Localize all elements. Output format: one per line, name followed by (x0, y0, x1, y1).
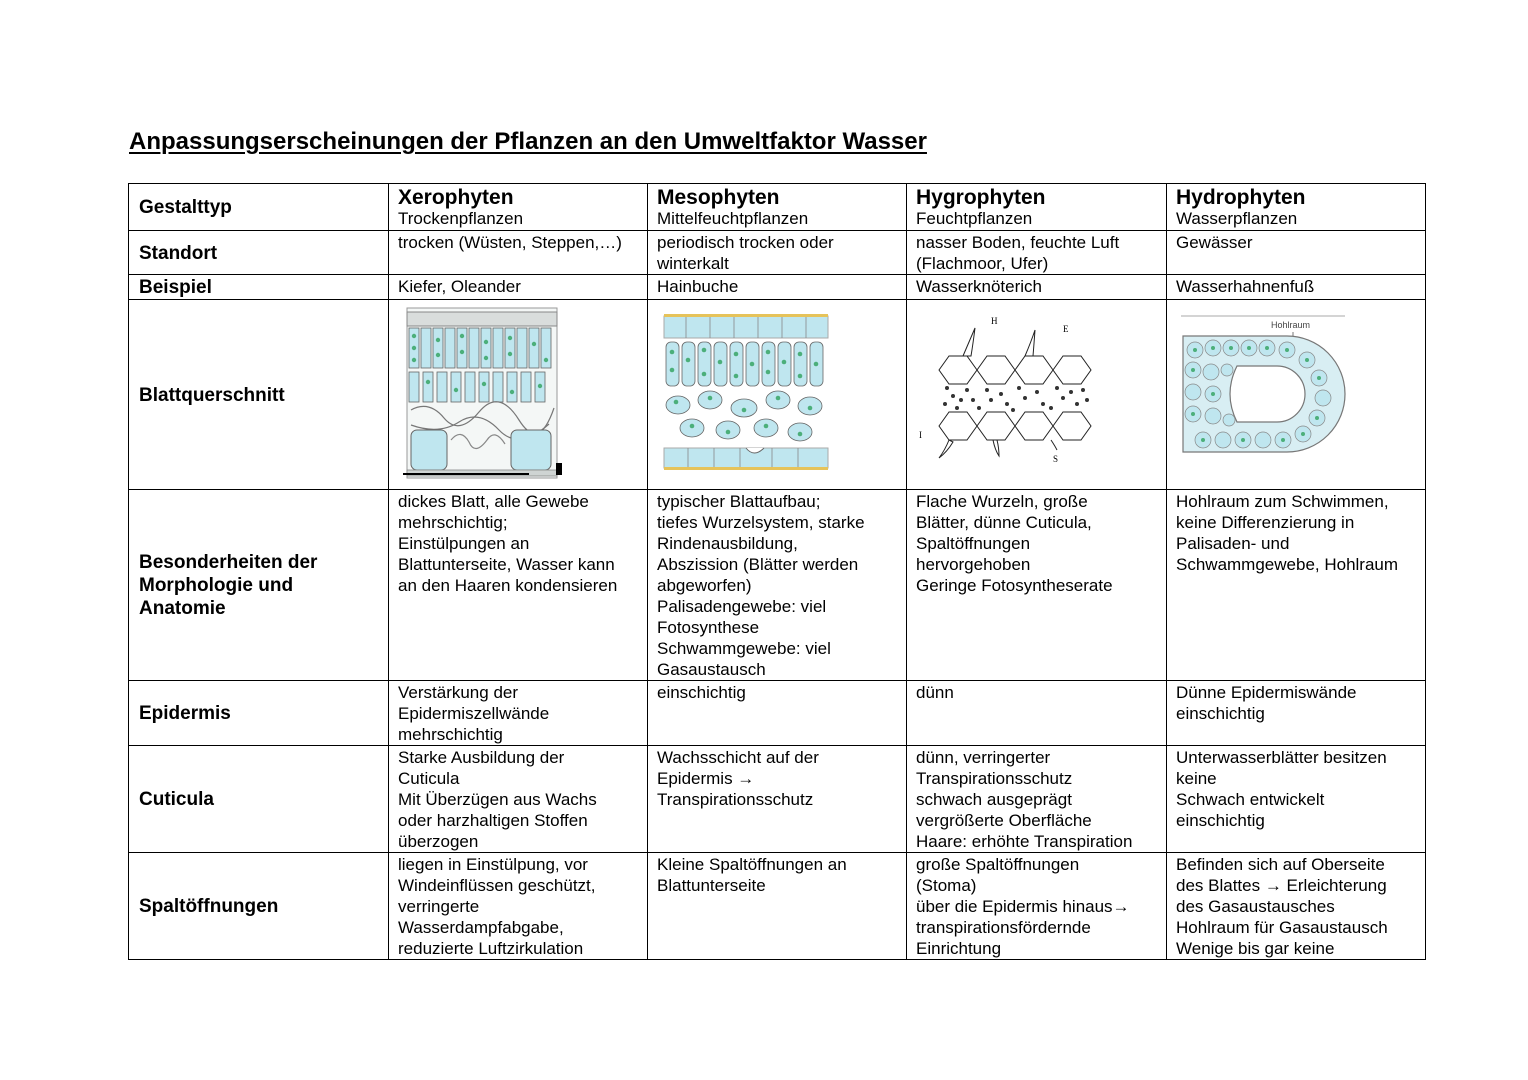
line: periodisch trocken oder (657, 233, 834, 252)
row-label: Beispiel (129, 275, 389, 300)
line: schwach ausgeprägt (916, 790, 1072, 809)
line: Verstärkung der (398, 683, 519, 702)
line: Blattunterseite, Wasser kann (398, 555, 615, 574)
line: Kleine Spaltöffnungen an (657, 855, 847, 874)
line: Starke Ausbildung der (398, 748, 565, 767)
cell (389, 853, 648, 960)
line: Hohlraum für Gasaustausch (1176, 918, 1388, 937)
cell (1167, 853, 1426, 960)
cell (389, 275, 648, 300)
line: reduzierte Luftzirkulation (398, 939, 584, 958)
line: dickes Blatt, alle Gewebe (398, 492, 589, 511)
line: Flache Wurzeln, große (916, 492, 1088, 511)
col-sub: Trockenpflanzen (398, 209, 524, 228)
line: hervorgehoben (916, 555, 1031, 574)
line: Einrichtung (916, 939, 1002, 958)
line: Schwach entwickelt (1176, 790, 1325, 809)
line: Gasaustausch (657, 660, 766, 679)
cell (1167, 231, 1426, 275)
row-label: Blattquerschnitt (129, 300, 389, 490)
cell (648, 746, 907, 853)
line: Geringe Fotosyntheserate (916, 576, 1113, 595)
line: Wenige bis gar keine (1176, 939, 1335, 958)
line: Wasserknöterich (916, 277, 1042, 296)
label-hohlraum: Hohlraum (1271, 320, 1311, 330)
hygrophyte-leaf-image (907, 300, 1167, 490)
line: des Gasaustausches (1176, 897, 1335, 916)
line: Blätter, dünne Cuticula, (916, 513, 1092, 532)
row-label: Standort (129, 231, 389, 275)
line: Befinden sich auf Oberseite (1176, 855, 1385, 874)
col-header-xerophyten (389, 184, 648, 231)
line: typischer Blattaufbau; (657, 492, 821, 511)
line: Spaltöffnungen (916, 534, 1031, 553)
cell (907, 853, 1167, 960)
cell (1167, 490, 1426, 681)
line: mehrschichtig; (398, 513, 508, 532)
row-besonderheiten (129, 490, 1426, 681)
line: Einstülpungen an (398, 534, 530, 553)
page-title: Anpassungserscheinungen der Pflanzen an den Umweltfaktor Wasser (129, 128, 927, 155)
line: Haare: erhöhte Transpiration (916, 832, 1133, 851)
line: Palisadengewebe: viel (657, 597, 827, 616)
line: (Stoma) (916, 876, 977, 895)
cell (1167, 746, 1426, 853)
line: des Blattes → Erleichterung (1176, 876, 1387, 895)
row-label: Besonderheiten der Morphologie und Anatomie (129, 490, 389, 681)
row-label: Spaltöffnungen (129, 853, 389, 960)
line: dünn, verringerter (916, 748, 1051, 767)
line: Wasserhahnenfuß (1176, 277, 1315, 296)
line: verringerte (398, 897, 480, 916)
cell (907, 746, 1167, 853)
line: vergrößerte Oberfläche (916, 811, 1092, 830)
line: einschichtig (1176, 811, 1265, 830)
col-name: Hydrophyten (1176, 186, 1306, 209)
line: Rindenausbildung, (657, 534, 798, 553)
row-label: Cuticula (129, 746, 389, 853)
cell (389, 746, 648, 853)
row-standort (129, 231, 1426, 275)
hydrophyte-leaf-image (1167, 300, 1426, 490)
col-header-mesophyten (648, 184, 907, 231)
col-name: Mesophyten (657, 186, 780, 209)
col-sub: Feuchtpflanzen (916, 209, 1033, 228)
line: Epidermiszellwände (398, 704, 550, 723)
line: dünn (916, 683, 954, 702)
row-cuticula (129, 746, 1426, 853)
line: abgeworfen) (657, 576, 752, 595)
line: Wachsschicht auf der (657, 748, 819, 767)
line: Fotosynthese (657, 618, 760, 637)
line: trocken (Wüsten, Steppen,…) (398, 233, 622, 252)
line: keine Differenzierung in (1176, 513, 1355, 532)
line: Hainbuche (657, 277, 739, 296)
mesophyte-leaf-image (648, 300, 907, 490)
xerophyte-leaf-image (389, 300, 648, 490)
cell (389, 490, 648, 681)
line: Wasserdampfabgabe, (398, 918, 564, 937)
line: Schwammgewebe: viel (657, 639, 831, 658)
line: mehrschichtig (398, 725, 503, 744)
cell (648, 681, 907, 746)
line: Schwammgewebe, Hohlraum (1176, 555, 1399, 574)
cell (907, 275, 1167, 300)
cell (907, 681, 1167, 746)
label-e: E (1063, 324, 1069, 334)
line: Cuticula (398, 769, 460, 788)
col-name: Xerophyten (398, 186, 514, 209)
col-header-hygrophyten (907, 184, 1167, 231)
cell (907, 490, 1167, 681)
line: oder harzhaltigen Stoffen (398, 811, 588, 830)
line: transpirationsfördernde (916, 918, 1091, 937)
line: überzogen (398, 832, 479, 851)
line: winterkalt (657, 254, 729, 273)
line: an den Haaren kondensieren (398, 576, 618, 595)
cell (907, 231, 1167, 275)
line: Transpirationsschutz (657, 790, 814, 809)
line: Gewässer (1176, 233, 1253, 252)
row-epidermis (129, 681, 1426, 746)
line: Palisaden- und (1176, 534, 1290, 553)
cell (648, 275, 907, 300)
line: tiefes Wurzelsystem, starke (657, 513, 865, 532)
line: (Flachmoor, Ufer) (916, 254, 1049, 273)
cell (389, 231, 648, 275)
row-spaltoeffnungen (129, 853, 1426, 960)
cell (648, 231, 907, 275)
line: Windeinflüssen geschützt, (398, 876, 596, 895)
col-sub: Mittelfeuchtpflanzen (657, 209, 809, 228)
line: Epidermis → (657, 769, 755, 788)
line: Unterwasserblätter besitzen (1176, 748, 1387, 767)
cell (648, 853, 907, 960)
label-s: S (1053, 454, 1059, 464)
cell (389, 681, 648, 746)
label-h: H (991, 316, 998, 326)
row-blattquerschnitt (129, 300, 1426, 490)
cell (1167, 275, 1426, 300)
line: große Spaltöffnungen (916, 855, 1080, 874)
cell (1167, 681, 1426, 746)
line: Blattunterseite (657, 876, 766, 895)
label-i: I (919, 430, 922, 440)
col-header-hydrophyten (1167, 184, 1426, 231)
adaptation-table (128, 183, 1426, 960)
cell (648, 490, 907, 681)
header-row (129, 184, 1426, 231)
line: Transpirationsschutz (916, 769, 1073, 788)
line: über die Epidermis hinaus→ (916, 897, 1130, 916)
line: nasser Boden, feuchte Luft (916, 233, 1120, 252)
col-name: Hygrophyten (916, 186, 1046, 209)
line: einschichtig (657, 683, 746, 702)
corner-header: Gestalttyp (129, 184, 389, 231)
row-label: Epidermis (129, 681, 389, 746)
row-beispiel (129, 275, 1426, 300)
line: Kiefer, Oleander (398, 277, 521, 296)
col-sub: Wasserpflanzen (1176, 209, 1298, 228)
line: keine (1176, 769, 1217, 788)
line: Mit Überzügen aus Wachs (398, 790, 597, 809)
line: Dünne Epidermiswände (1176, 683, 1357, 702)
line: liegen in Einstülpung, vor (398, 855, 588, 874)
line: Abszission (Blätter werden (657, 555, 859, 574)
line: Hohlraum zum Schwimmen, (1176, 492, 1389, 511)
line: einschichtig (1176, 704, 1265, 723)
